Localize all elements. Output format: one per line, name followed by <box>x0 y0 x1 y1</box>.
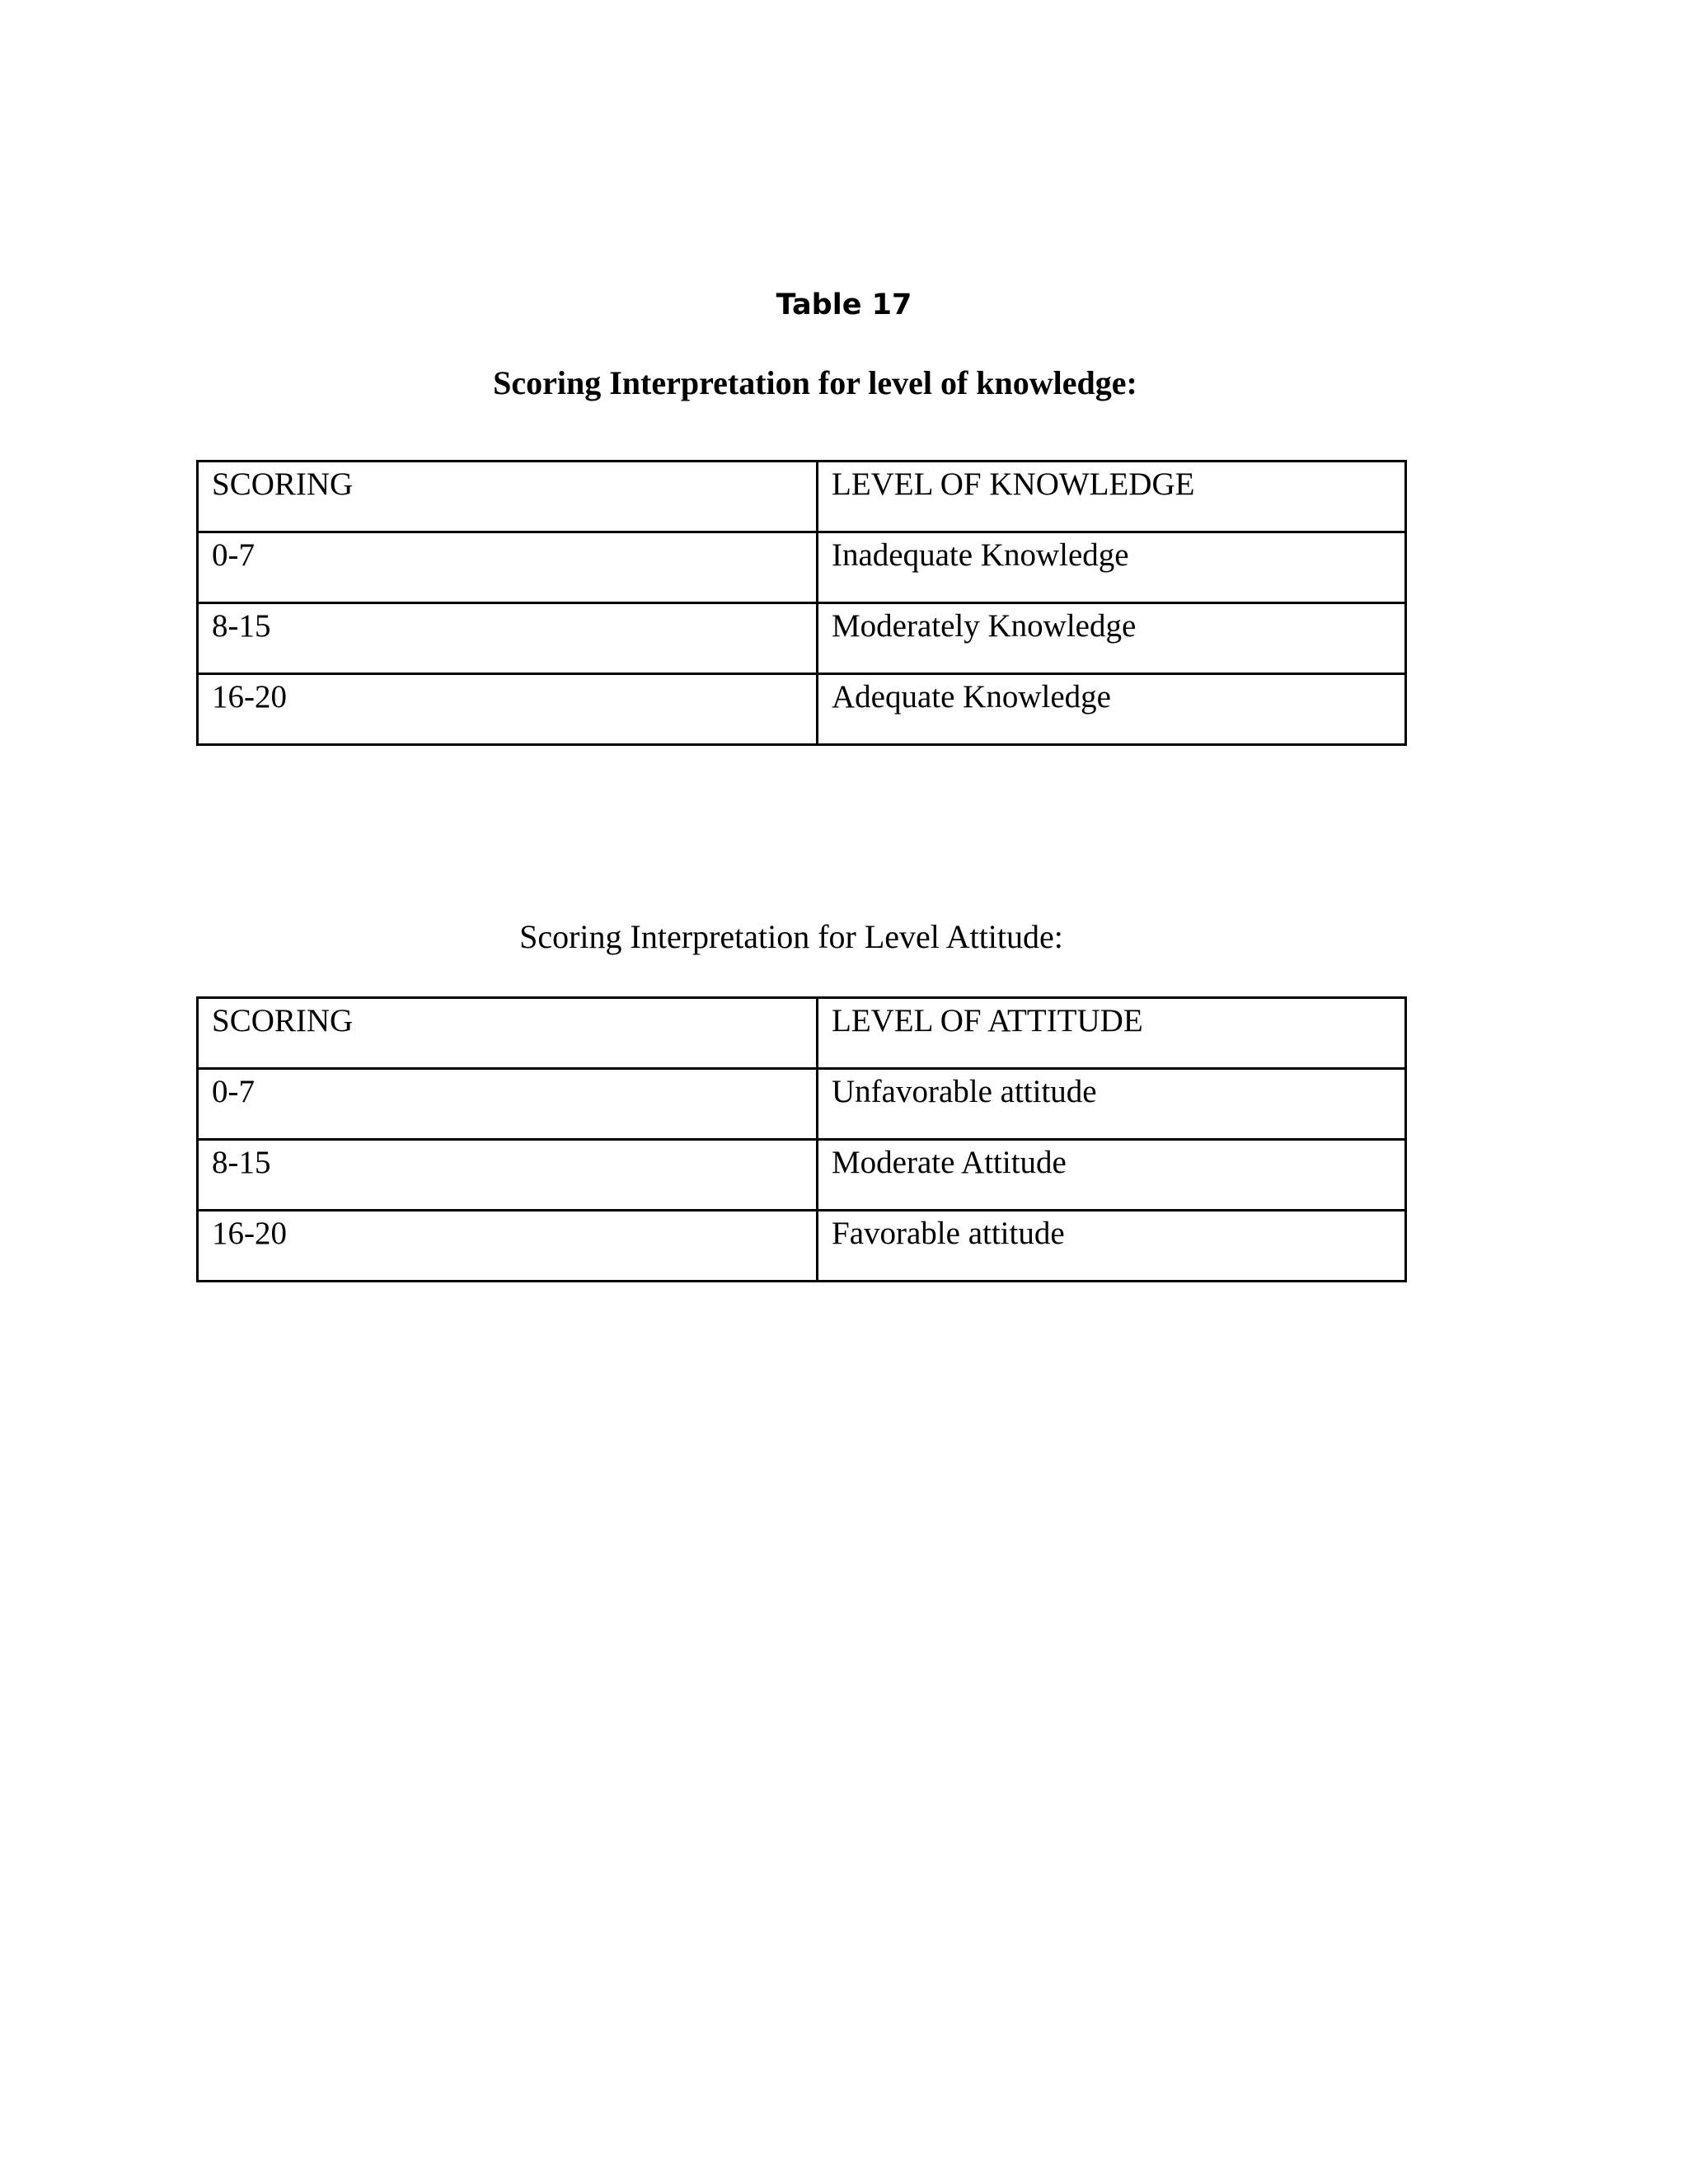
level-label: Moderately Knowledge <box>818 603 1406 674</box>
score-range: 8-15 <box>198 1140 818 1211</box>
score-range: 16-20 <box>198 674 818 745</box>
table-row <box>198 1211 1406 1282</box>
score-range: 16-20 <box>198 1211 818 1282</box>
level-label: Adequate Knowledge <box>818 674 1406 745</box>
header-level: LEVEL OF ATTITUDE <box>818 998 1406 1069</box>
table-row <box>198 603 1406 674</box>
table-label: Table 17 <box>776 288 912 321</box>
attitude-heading: Scoring Interpretation for Level Attitude: <box>519 918 1063 955</box>
header-scoring: SCORING <box>198 998 818 1069</box>
table-row <box>198 532 1406 603</box>
table-header-row <box>198 462 1406 532</box>
header-level: LEVEL OF KNOWLEDGE <box>818 462 1406 532</box>
table-row <box>198 1140 1406 1211</box>
level-label: Inadequate Knowledge <box>818 532 1406 603</box>
score-range: 0-7 <box>198 1069 818 1140</box>
knowledge-table <box>196 460 1407 746</box>
table-row <box>198 1069 1406 1140</box>
score-range: 8-15 <box>198 603 818 674</box>
level-label: Moderate Attitude <box>818 1140 1406 1211</box>
level-label: Favorable attitude <box>818 1211 1406 1282</box>
header-scoring: SCORING <box>198 462 818 532</box>
table-row <box>198 674 1406 745</box>
table-header-row <box>198 998 1406 1069</box>
knowledge-heading: Scoring Interpretation for level of knowledge: <box>493 364 1137 401</box>
score-range: 0-7 <box>198 532 818 603</box>
attitude-table <box>196 996 1407 1282</box>
level-label: Unfavorable attitude <box>818 1069 1406 1140</box>
